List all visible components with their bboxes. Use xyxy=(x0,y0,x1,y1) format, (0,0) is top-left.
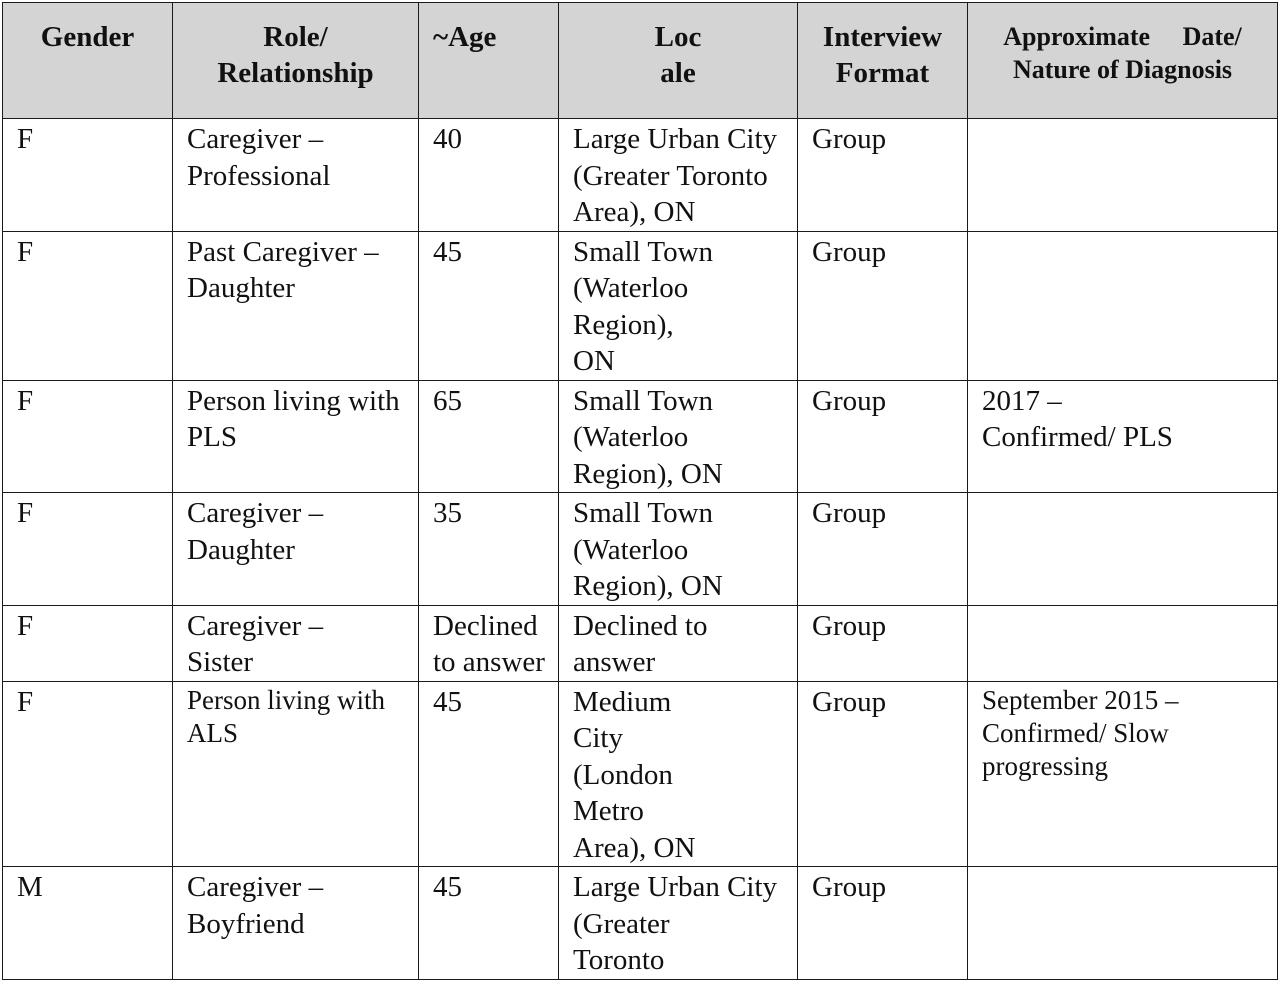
cell-age: 35 xyxy=(419,493,559,606)
table-row xyxy=(3,119,1278,232)
cell-format: Group xyxy=(798,493,968,606)
cell-diagnosis xyxy=(968,605,1278,681)
table-row xyxy=(3,605,1278,681)
cell-format: Group xyxy=(798,231,968,380)
cell-role: Caregiver – Daughter xyxy=(173,493,419,606)
cell-role: Person living with PLS xyxy=(173,380,419,493)
cell-gender: F xyxy=(3,681,173,867)
cell-diagnosis xyxy=(968,493,1278,606)
cell-format: Group xyxy=(798,605,968,681)
table-row xyxy=(3,867,1278,980)
cell-gender: M xyxy=(3,867,173,980)
cell-age: 40 xyxy=(419,119,559,232)
cell-gender: F xyxy=(3,119,173,232)
cell-age: 45 xyxy=(419,231,559,380)
table-row xyxy=(3,380,1278,493)
cell-format: Group xyxy=(798,867,968,980)
cell-locale: Small Town (Waterloo Region), ON xyxy=(559,231,798,380)
header-row xyxy=(3,3,1278,119)
cell-gender: F xyxy=(3,605,173,681)
cell-role: Past Caregiver – Daughter xyxy=(173,231,419,380)
table-header xyxy=(3,3,1278,119)
cell-age: 45 xyxy=(419,681,559,867)
cell-age: 45 xyxy=(419,867,559,980)
cell-role: Person living with ALS xyxy=(173,681,419,867)
cell-diagnosis: 2017 – Confirmed/ PLS xyxy=(968,380,1278,493)
cell-diagnosis xyxy=(968,119,1278,232)
cell-role: Caregiver – Professional xyxy=(173,119,419,232)
header-role-relationship: Role/ Relationship xyxy=(173,3,419,119)
cell-locale: Medium City (London Metro Area), ON xyxy=(559,681,798,867)
header-gender: Gender xyxy=(3,3,173,119)
cell-role: Caregiver – Sister xyxy=(173,605,419,681)
cell-locale: Large Urban City (Greater Toronto Area), ON xyxy=(559,119,798,232)
cell-format: Group xyxy=(798,681,968,867)
table-row xyxy=(3,231,1278,380)
table-row xyxy=(3,493,1278,606)
cell-gender: F xyxy=(3,380,173,493)
header-locale: Loc ale xyxy=(559,3,798,119)
cell-gender: F xyxy=(3,231,173,380)
table-body xyxy=(3,119,1278,980)
cell-age: Declined to answer xyxy=(419,605,559,681)
table-row xyxy=(3,681,1278,867)
header-diagnosis: Approximate Date/ Nature of Diagnosis xyxy=(968,3,1278,119)
cell-locale: Large Urban City (Greater Toronto xyxy=(559,867,798,980)
cell-role: Caregiver – Boyfriend xyxy=(173,867,419,980)
cell-diagnosis xyxy=(968,867,1278,980)
header-interview-format: Interview Format xyxy=(798,3,968,119)
header-age: ~Age xyxy=(419,3,559,119)
cell-locale: Small Town (Waterloo Region), ON xyxy=(559,380,798,493)
participant-demographics-table xyxy=(2,2,1278,980)
cell-format: Group xyxy=(798,380,968,493)
cell-diagnosis: September 2015 – Confirmed/ Slow progressing xyxy=(968,681,1278,867)
cell-format: Group xyxy=(798,119,968,232)
cell-locale: Small Town (Waterloo Region), ON xyxy=(559,493,798,606)
cell-gender: F xyxy=(3,493,173,606)
cell-diagnosis xyxy=(968,231,1278,380)
cell-locale: Declined to answer xyxy=(559,605,798,681)
cell-age: 65 xyxy=(419,380,559,493)
